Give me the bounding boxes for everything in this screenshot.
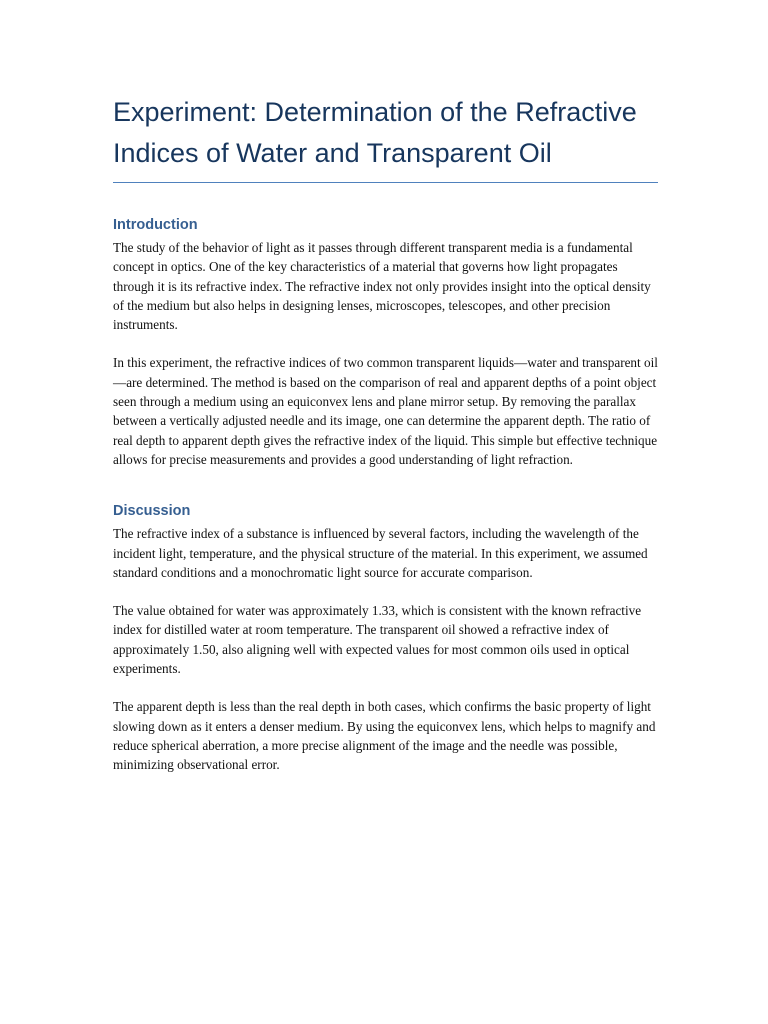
- section-discussion: [113, 501, 658, 774]
- section-heading-introduction: Introduction: [113, 217, 198, 233]
- document-title: Experiment: Determination of the Refractive Indices of Water and Transparent Oil: [113, 97, 637, 168]
- introduction-paragraph-1: The study of the behavior of light as it passes through different transparent media is a fundamental concept in optics. One of the key characteristics of a material that governs how light propagates through it is its refractive index. The refractive index not only provides insight into the optical density of the medium but also helps in designing lenses, microscopes, telescopes, and other precision instruments.: [113, 240, 651, 333]
- discussion-paragraph-2: The value obtained for water was approximately 1.33, which is consistent with the known refractive index for distilled water at room temperature. The transparent oil showed a refractive index of approximately 1.50, also aligning well with expected values for most common oils used in optical experiments.: [113, 603, 642, 677]
- section-introduction: [113, 215, 658, 469]
- document-page: [113, 92, 658, 775]
- discussion-paragraph-3: The apparent depth is less than the real depth in both cases, which confirms the basic property of light slowing down as it enters a denser medium. By using the equiconvex lens, which helps to magnify and reduce spherical aberration, a more precise alignment of the image and the needle was possible, minimizing observational error.: [113, 699, 656, 773]
- discussion-paragraph-1: The refractive index of a substance is influenced by several factors, including the wavelength of the incident light, temperature, and the physical structure of the material. In this experiment, we assumed standard conditions and a monochromatic light source for accurate comparison.: [113, 526, 648, 580]
- introduction-paragraph-2: In this experiment, the refractive indices of two common transparent liquids—water and transparent oil—are determined. The method is based on the comparison of real and apparent depths of a point object seen through a medium using an equiconvex lens and plane mirror setup. By removing the parallax between a vertically adjusted needle and its image, one can determine the apparent depth. The ratio of real depth to apparent depth gives the refractive index of the liquid. This simple but effective technique allows for precise measurements and provides a good understanding of light refraction.: [113, 355, 658, 467]
- section-heading-discussion: Discussion: [113, 503, 191, 520]
- title-divider: [113, 182, 658, 183]
